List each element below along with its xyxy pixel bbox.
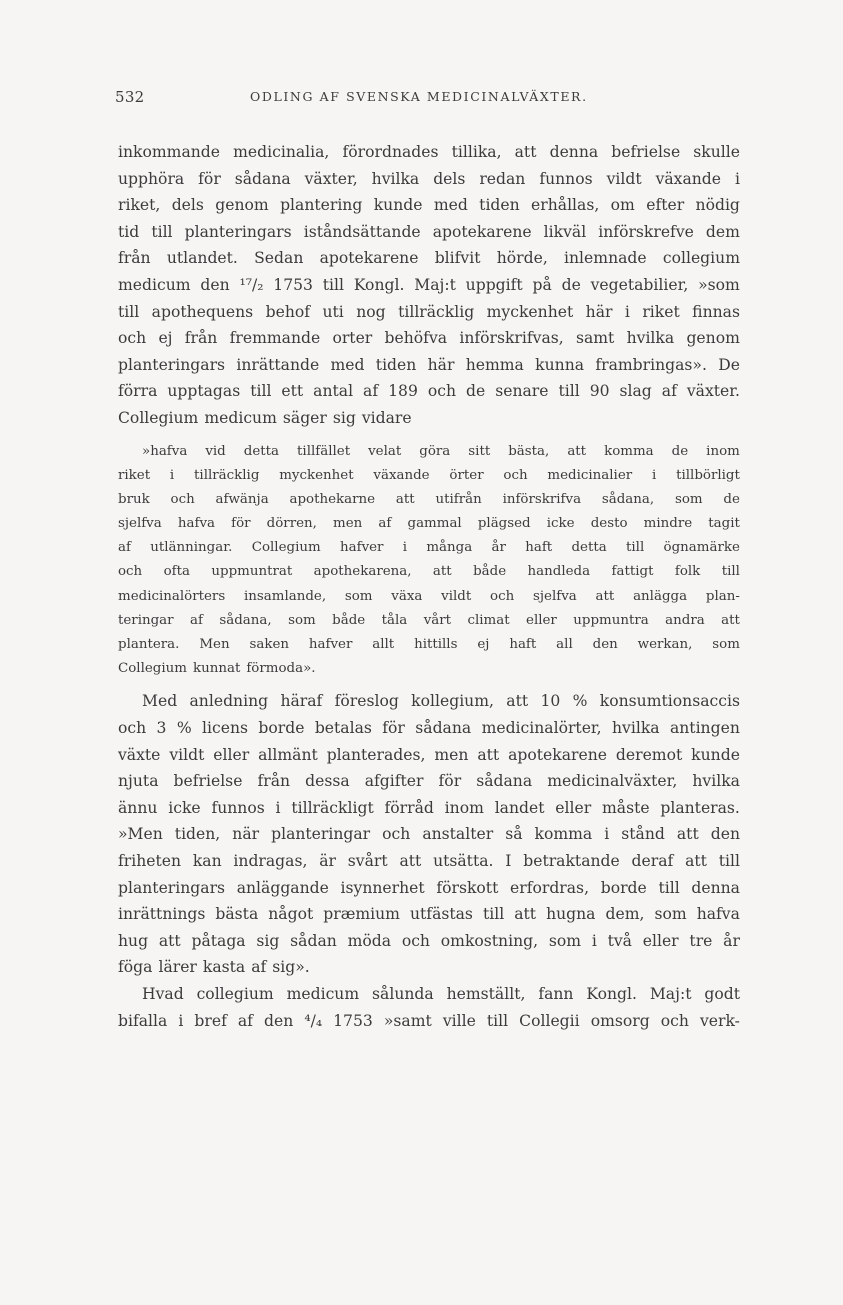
text-line: från utlandet. Sedan apotekarene blifvit hörde, inlemnade collegium: [118, 249, 740, 268]
text-line: »hafva vid detta tillfället velat göra sitt bästa, att komma de inom: [142, 443, 740, 459]
paragraph-1: [118, 139, 740, 432]
text-line: inkommande medicinalia, förordnades tillika, att denna befrielse skulle: [118, 143, 740, 161]
text-line: njuta befrielse från dessa afgifter för sådana medicinalväxter, hvilka: [118, 772, 740, 791]
text-line: riket i tillräcklig myckenhet växande örter och medicinalier i tillbörligt: [118, 467, 740, 483]
page-number: 532: [115, 88, 145, 106]
text-line: upphöra för sådana växter, hvilka dels redan funnos vildt växande i: [118, 169, 740, 188]
text-line: till apothequens behof uti nog tillräcklig myckenhet här i riket finnas: [118, 302, 740, 321]
page-header: [115, 88, 730, 110]
text-line: och ofta uppmuntrat apothekarena, att både handleda fattigt folk till: [118, 564, 740, 580]
body-text: [118, 139, 740, 1034]
text-line: växte vildt eller allmänt planterades, men att apotekarene deremot kunde: [118, 745, 740, 764]
text-line: medicum den ¹⁷/₂ 1753 till Kongl. Maj:t uppgift på de vegetabilier, »som: [118, 275, 740, 294]
text-line: riket, dels genom plantering kunde med tiden erhållas, om efter nödig: [118, 196, 740, 215]
text-line: föga lärer kasta af sig».: [118, 958, 310, 977]
text-line: medicinalörters insamlande, som växa vildt och sjelfva att anlägga plan-: [118, 588, 740, 604]
paragraph-2: [118, 688, 740, 981]
text-line: bifalla i bref af den ⁴/₄ 1753 »samt ville till Collegii omsorg och verk-: [118, 1011, 740, 1030]
text-line: ännu icke funnos i tillräckligt förråd inom landet eller måste planteras.: [118, 798, 740, 817]
text-line: Collegium medicum säger sig vidare: [118, 408, 412, 427]
text-line: förra upptagas till ett antal af 189 och de senare till 90 slag af växter.: [118, 382, 740, 401]
text-line: tid till planteringars iståndsättande apotekarene likväl införskrefve dem: [118, 222, 740, 241]
text-line: inrättnings bästa något præmium utfästas till att hugna dem, som hafva: [118, 905, 740, 924]
text-line: Med anledning häraf föreslog kollegium, att 10 % konsumtionsaccis: [142, 692, 740, 711]
text-line: plantera. Men saken hafver allt hittills ej haft all den werkan, som: [118, 637, 740, 653]
text-line: teringar af sådana, som både tåla vårt climat eller uppmuntra andra att: [118, 612, 740, 628]
text-line: och ej från fremmande orter behöfva införskrifvas, samt hvilka genom: [118, 329, 740, 348]
text-line: Collegium kunnat förmoda».: [118, 661, 316, 677]
paragraph-3: [118, 981, 740, 1034]
text-line: planteringars inrättande med tiden här hemma kunna frambringas». De: [118, 355, 740, 374]
text-line: »Men tiden, när planteringar och anstalter så komma i stånd att den: [118, 825, 740, 844]
text-line: friheten kan indragas, är svårt att utsätta. I betraktande deraf att till: [118, 851, 740, 870]
block-quote: [118, 440, 740, 682]
text-line: bruk och afwänja apothekarne att utifrån införskrifva sådana, som de: [118, 491, 740, 507]
text-line: hug att påtaga sig sådan möda och omkostning, som i två eller tre år: [118, 931, 740, 950]
text-line: planteringars anläggande isynnerhet förskott erfordras, borde till denna: [118, 878, 740, 897]
text-line: och 3 % licens borde betalas för sådana medicinalörter, hvilka antingen: [118, 719, 740, 737]
text-line: af utlänningar. Collegium hafver i många år haft detta till ögnamärke: [118, 540, 740, 556]
text-line: Hvad collegium medicum sålunda hemställt, fann Kongl. Maj:t godt: [142, 984, 740, 1003]
text-line: sjelfva hafva för dörren, men af gammal plägsed icke desto mindre tagit: [118, 516, 740, 532]
running-title: ODLING AF SVENSKA MEDICINALVÄXTER.: [250, 89, 588, 104]
